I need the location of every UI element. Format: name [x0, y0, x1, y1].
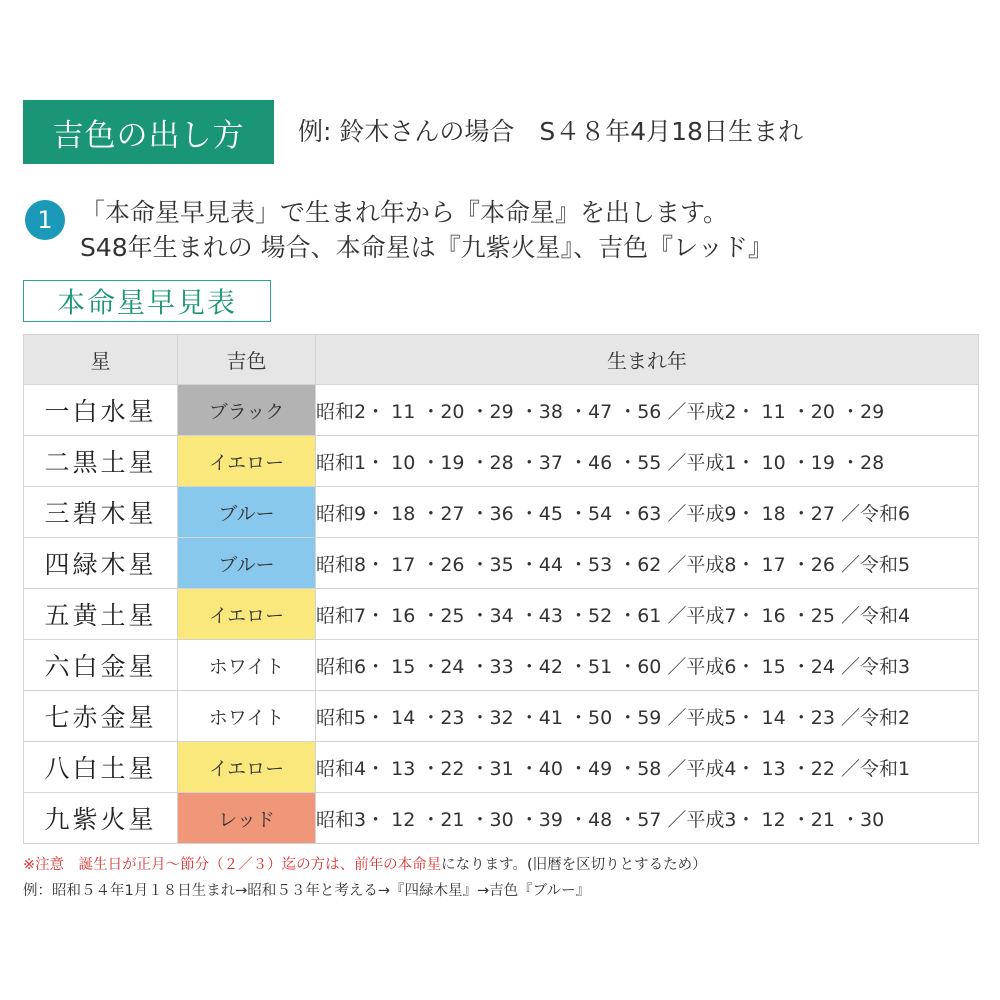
honmeisei-table [23, 334, 979, 844]
caution-tail-text: になります。(旧暦を区切りとするため） [441, 857, 707, 873]
step-number-badge: 1 [25, 200, 65, 240]
birth-years-cell: 昭和3・ 12 ・21 ・30 ・39 ・48 ・57 ／平成3・ 12 ・21 ・30 [316, 793, 979, 844]
header-lucky-color: 吉色 [178, 335, 316, 385]
lucky-color-cell: レッド [178, 793, 316, 844]
lucky-color-cell: イエロー [178, 589, 316, 640]
table-title: 本命星早見表 [23, 280, 271, 322]
star-name-cell: 一白水星 [24, 385, 178, 436]
header-birth-years: 生まれ年 [316, 335, 979, 385]
birth-years-cell: 昭和9・ 18 ・27 ・36 ・45 ・54 ・63 ／平成9・ 18 ・27 ／令和6 [316, 487, 979, 538]
table-row [24, 538, 979, 589]
page-title-badge: 吉色の出し方 [23, 100, 274, 164]
star-name-cell: 七赤金星 [24, 691, 178, 742]
birth-years-cell: 昭和1・ 10 ・19 ・28 ・37 ・46 ・55 ／平成1・ 10 ・19 ・28 [316, 436, 979, 487]
caution-note [23, 853, 707, 874]
example-text: 例: 鈴木さんの場合 S４８年4月18日生まれ [298, 117, 803, 146]
step-instruction-line2: S48年生まれの 場合、本命星は『九紫火星』、吉色『レッド』 [80, 233, 773, 262]
table-row [24, 742, 979, 793]
caution-text: ※注意 誕生日が正月～節分（２／３）迄の方は、前年の本命星 [23, 857, 442, 873]
star-name-cell: 九紫火星 [24, 793, 178, 844]
star-name-cell: 三碧木星 [24, 487, 178, 538]
lucky-color-cell: ブルー [178, 538, 316, 589]
birth-years-cell: 昭和8・ 17 ・26 ・35 ・44 ・53 ・62 ／平成8・ 17 ・26 ／令和5 [316, 538, 979, 589]
table-row [24, 793, 979, 844]
lucky-color-cell: ホワイト [178, 691, 316, 742]
table-row [24, 436, 979, 487]
star-name-cell: 六白金星 [24, 640, 178, 691]
star-name-cell: 四緑木星 [24, 538, 178, 589]
star-name-cell: 二黒土星 [24, 436, 178, 487]
birth-years-cell: 昭和5・ 14 ・23 ・32 ・41 ・50 ・59 ／平成5・ 14 ・23 ／令和2 [316, 691, 979, 742]
lucky-color-cell: イエロー [178, 436, 316, 487]
birth-years-cell: 昭和4・ 13 ・22 ・31 ・40 ・49 ・58 ／平成4・ 13 ・22 ／令和1 [316, 742, 979, 793]
header-star: 星 [24, 335, 178, 385]
birth-years-cell: 昭和6・ 15 ・24 ・33 ・42 ・51 ・60 ／平成6・ 15 ・24 ／令和3 [316, 640, 979, 691]
lucky-color-cell: ホワイト [178, 640, 316, 691]
table-row [24, 487, 979, 538]
table-row [24, 640, 979, 691]
table-row [24, 691, 979, 742]
table-header-row [24, 335, 979, 385]
step-instruction-line1: 「本命星早見表」で生まれ年から『本命星』を出します。 [80, 198, 729, 227]
lucky-color-cell: イエロー [178, 742, 316, 793]
birth-years-cell: 昭和2・ 11 ・20 ・29 ・38 ・47 ・56 ／平成2・ 11 ・20 ・29 [316, 385, 979, 436]
lucky-color-cell: ブラック [178, 385, 316, 436]
table-row [24, 385, 979, 436]
lucky-color-cell: ブルー [178, 487, 316, 538]
star-name-cell: 八白土星 [24, 742, 178, 793]
table-row [24, 589, 979, 640]
star-name-cell: 五黄土星 [24, 589, 178, 640]
birth-years-cell: 昭和7・ 16 ・25 ・34 ・43 ・52 ・61 ／平成7・ 16 ・25 ／令和4 [316, 589, 979, 640]
example-note: 例：昭和５４年1月１８日生まれ→昭和５３年と考える→『四緑木星』→吉色『ブルー』 [23, 883, 591, 899]
